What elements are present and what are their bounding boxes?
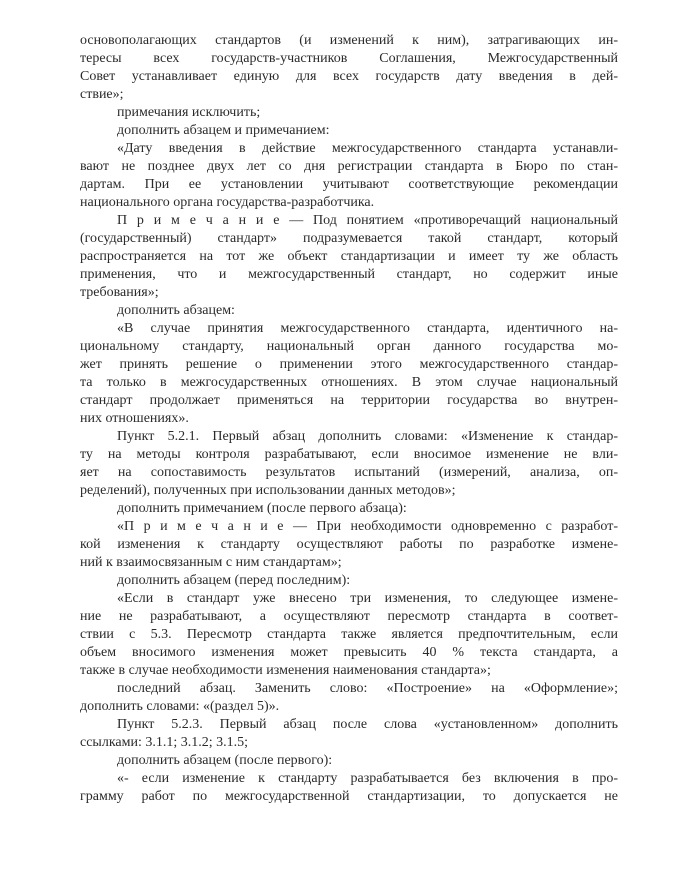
text-line: «Если в стандарт уже внесено три изменения, то следующее измене- bbox=[117, 591, 618, 606]
text-line: ту на методы контроля разрабатывают, если вносимое изменение не вли- bbox=[80, 447, 618, 462]
text-line: национального органа государства-разработчика. bbox=[80, 195, 375, 210]
document-page bbox=[80, 32, 618, 806]
text-line: тересы всех государств-участников Соглашения, Межгосударственный bbox=[80, 51, 618, 66]
text-line: «П р и м е ч а н и е — При необходимости одновременно с разработ- bbox=[117, 519, 618, 534]
text-line: дополнить абзацем и примечанием: bbox=[117, 123, 330, 138]
text-line: основополагающих стандартов (и изменений к ним), затрагивающих ин- bbox=[80, 33, 618, 48]
text-line: ствие»; bbox=[80, 87, 124, 102]
text-line: кой изменения к стандарту осуществляют работы по разработке измене- bbox=[80, 537, 618, 552]
text-line: распространяется на тот же объект стандартизации и имеет ту же область bbox=[80, 249, 618, 264]
text-line: них отношениях». bbox=[80, 411, 189, 426]
text-line: ссылками: 3.1.1; 3.1.2; 3.1.5; bbox=[80, 735, 249, 750]
text-line: примечания исключить; bbox=[117, 105, 261, 120]
text-line: жет принять решение о применении этого межгосударственного стандар- bbox=[80, 357, 618, 372]
text-line: грамму работ по межгосударственной стандартизации, то допускается не bbox=[80, 789, 618, 804]
text-line: дартам. При ее установлении учитывают соответствующие рекомендации bbox=[80, 177, 618, 192]
text-line: ний к взаимосвязанным с ним стандартам»; bbox=[80, 555, 342, 570]
text-line: (государственный) стандарт» подразумевается такой стандарт, который bbox=[80, 231, 618, 246]
text-line: вают не позднее двух лет со дня регистрации стандарта в Бюро по стан- bbox=[80, 159, 618, 174]
text-line: Пункт 5.2.1. Первый абзац дополнить словами: «Изменение к стандар- bbox=[117, 429, 618, 444]
text-line: яет на сопоставимость результатов испытаний (измерений, анализа, оп- bbox=[80, 465, 618, 480]
text-line: «В случае принятия межгосударственного стандарта, идентичного на- bbox=[117, 321, 618, 336]
text-line: циональному стандарту, национальный орган данного государства мо- bbox=[80, 339, 618, 354]
text-line: Пункт 5.2.3. Первый абзац после слова «установленном» дополнить bbox=[117, 717, 618, 732]
text-line: дополнить абзацем (перед последним): bbox=[117, 573, 351, 588]
text-line: стандарт продолжает применяться на территории государства во внутрен- bbox=[80, 393, 618, 408]
text-line: применения, что и межгосударственный стандарт, но содержит иные bbox=[80, 267, 618, 282]
text-line: последний абзац. Заменить слово: «Построение» на «Оформление»; bbox=[117, 681, 618, 696]
text-line: требования»; bbox=[80, 285, 159, 300]
text-line: Совет устанавливает единую для всех государств дату введения в дей- bbox=[80, 69, 618, 84]
text-line: дополнить абзацем (после первого): bbox=[117, 753, 333, 768]
text-line: ние не разрабатывают, а осуществляют пересмотр стандарта в соответ- bbox=[80, 609, 618, 624]
text-line: дополнить примечанием (после первого абзаца): bbox=[117, 501, 407, 516]
text-line: объем вносимого изменения может превысить 40 % текста стандарта, а bbox=[80, 645, 618, 660]
text-line: дополнить словами: «(раздел 5)». bbox=[80, 699, 280, 714]
text-line: также в случае необходимости изменения наименования стандарта»; bbox=[80, 663, 491, 678]
text-line: «- если изменение к стандарту разрабатывается без включения в про- bbox=[117, 771, 618, 786]
text-line: П р и м е ч а н и е — Под понятием «противоречащий национальный bbox=[117, 213, 618, 228]
text-line: «Дату введения в действие межгосударственного стандарта устанавли- bbox=[117, 141, 618, 156]
text-line: та только в межгосударственных отношениях. В этом случае национальный bbox=[80, 375, 618, 390]
text-line: ствии с 5.3. Пересмотр стандарта также является предпочтительным, если bbox=[80, 627, 618, 642]
text-line: ределений), полученных при использовании данных методов»; bbox=[80, 483, 456, 498]
text-line: дополнить абзацем: bbox=[117, 303, 235, 318]
